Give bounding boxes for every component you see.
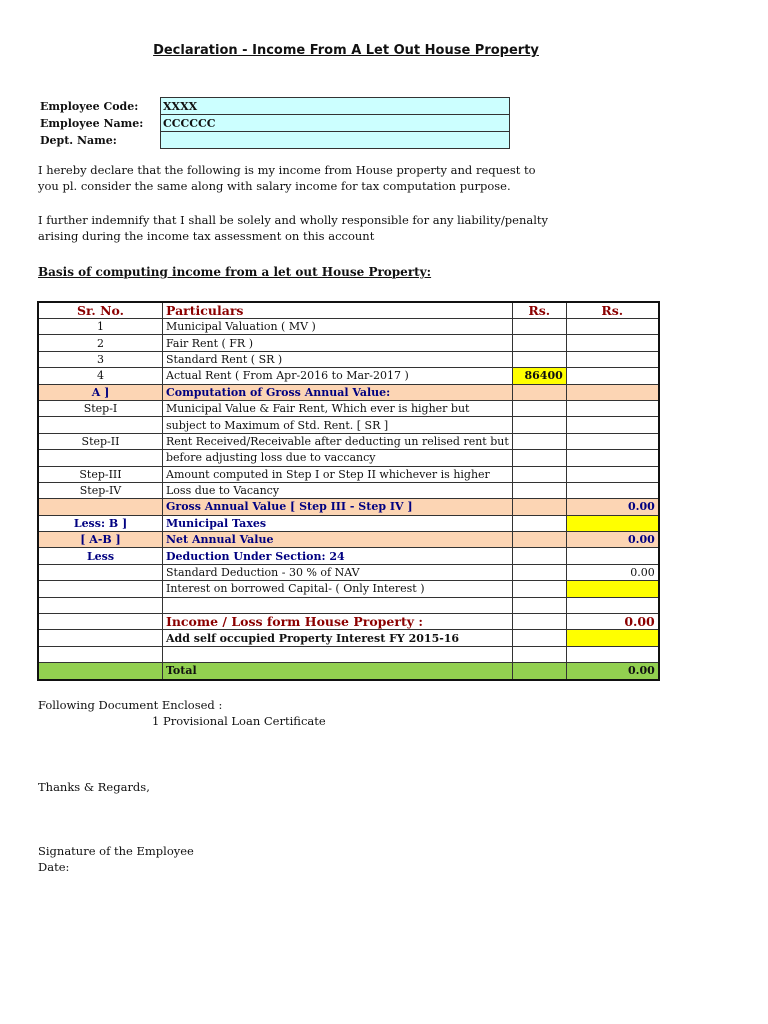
rs2-cell bbox=[566, 646, 659, 662]
rs2-cell bbox=[566, 482, 659, 498]
particular-cell: Standard Rent ( SR ) bbox=[163, 351, 513, 367]
rs1-cell bbox=[512, 548, 566, 564]
rs2-cell bbox=[566, 335, 659, 351]
sr-cell: 4 bbox=[38, 368, 163, 384]
table-row bbox=[38, 564, 659, 580]
header-rs-1: Rs. bbox=[512, 302, 566, 319]
rs2-cell bbox=[566, 466, 659, 482]
sr-cell bbox=[38, 450, 163, 466]
table-row bbox=[38, 548, 659, 564]
documents-enclosed-label: Following Document Enclosed : bbox=[38, 698, 223, 712]
employee-name-label: Employee Name: bbox=[40, 116, 144, 130]
sr-cell: Step-III bbox=[38, 466, 163, 482]
rs1-cell[interactable] bbox=[512, 351, 566, 367]
employee-code-field[interactable]: XXXX bbox=[161, 98, 510, 115]
rs1-cell[interactable] bbox=[512, 319, 566, 335]
rs1-cell bbox=[512, 433, 566, 449]
basis-heading: Basis of computing income from a let out House Property: bbox=[38, 265, 432, 279]
sr-cell: [ A-B ] bbox=[38, 532, 163, 548]
total-value: 0.00 bbox=[566, 663, 659, 680]
rs1-cell bbox=[512, 417, 566, 433]
rs2-cell bbox=[566, 433, 659, 449]
municipal-taxes-input[interactable] bbox=[566, 515, 659, 531]
sr-cell: Less bbox=[38, 548, 163, 564]
rs1-cell[interactable] bbox=[512, 482, 566, 498]
dept-name-field[interactable] bbox=[161, 132, 510, 149]
table-row bbox=[38, 532, 659, 548]
particular-cell: before adjusting loss due to vaccancy bbox=[163, 450, 513, 466]
sr-cell bbox=[38, 646, 163, 662]
signature-label: Signature of the Employee bbox=[38, 844, 194, 858]
particular-cell: subject to Maximum of Std. Rent. [ SR ] bbox=[163, 417, 513, 433]
particular-cell: Net Annual Value bbox=[163, 532, 513, 548]
total-label: Total bbox=[163, 663, 513, 680]
particular-cell: Deduction Under Section: 24 bbox=[163, 548, 513, 564]
sr-cell bbox=[38, 564, 163, 580]
particular-cell: Rent Received/Receivable after deducting un relised rent but bbox=[163, 433, 513, 449]
net-annual-value: 0.00 bbox=[566, 532, 659, 548]
table-row bbox=[38, 597, 659, 613]
document-item: 1 Provisional Loan Certificate bbox=[152, 714, 326, 728]
sr-cell bbox=[38, 499, 163, 515]
table-row bbox=[38, 351, 659, 367]
rs1-cell bbox=[512, 614, 566, 630]
table-row bbox=[38, 614, 659, 630]
rs2-cell bbox=[566, 450, 659, 466]
employee-name-field[interactable]: CCCCCC bbox=[161, 115, 510, 132]
rs2-cell bbox=[566, 417, 659, 433]
particular-cell: Municipal Valuation ( MV ) bbox=[163, 319, 513, 335]
table-row bbox=[38, 384, 659, 400]
interest-input[interactable] bbox=[566, 581, 659, 597]
sr-cell: 2 bbox=[38, 335, 163, 351]
dept-name-label: Dept. Name: bbox=[40, 133, 117, 147]
self-occupied-interest-input[interactable] bbox=[566, 630, 659, 646]
rs2-cell bbox=[566, 384, 659, 400]
particular-cell: Loss due to Vacancy bbox=[163, 482, 513, 498]
employee-info-table bbox=[38, 97, 510, 149]
particular-cell bbox=[163, 597, 513, 613]
actual-rent-cell[interactable]: 86400 bbox=[512, 368, 566, 384]
standard-deduction-value: 0.00 bbox=[566, 564, 659, 580]
particular-cell: Computation of Gross Annual Value: bbox=[163, 384, 513, 400]
table-row bbox=[38, 630, 659, 646]
table-row bbox=[38, 368, 659, 384]
sr-cell bbox=[38, 630, 163, 646]
particular-cell: Amount computed in Step I or Step II whichever is higher bbox=[163, 466, 513, 482]
particular-cell: Gross Annual Value [ Step III - Step IV ] bbox=[163, 499, 513, 515]
sr-cell: Less: B ] bbox=[38, 515, 163, 531]
rs2-cell bbox=[566, 368, 659, 384]
table-row bbox=[38, 581, 659, 597]
sr-cell: Step-II bbox=[38, 433, 163, 449]
particular-cell: Municipal Value & Fair Rent, Which ever is higher but bbox=[163, 400, 513, 416]
page-title: Declaration - Income From A Let Out House Property bbox=[153, 43, 539, 58]
sr-cell bbox=[38, 663, 163, 680]
sr-cell bbox=[38, 597, 163, 613]
sr-cell bbox=[38, 581, 163, 597]
particular-cell: Add self occupied Property Interest FY 2015-16 bbox=[163, 630, 513, 646]
sr-cell: Step-IV bbox=[38, 482, 163, 498]
table-row bbox=[38, 400, 659, 416]
particular-cell: Actual Rent ( From Apr-2016 to Mar-2017 ) bbox=[163, 368, 513, 384]
rs2-cell bbox=[566, 351, 659, 367]
sr-cell: A ] bbox=[38, 384, 163, 400]
rs1-cell bbox=[512, 515, 566, 531]
table-row bbox=[38, 450, 659, 466]
table-row-total bbox=[38, 663, 659, 680]
rs1-cell bbox=[512, 384, 566, 400]
computation-table bbox=[37, 301, 660, 681]
indemnity-paragraph: I further indemnify that I shall be solely and wholly responsible for any liability/penalty arising during the income tax assessment on this account bbox=[38, 213, 549, 243]
rs1-cell bbox=[512, 499, 566, 515]
particular-cell: Standard Deduction - 30 % of NAV bbox=[163, 564, 513, 580]
table-row bbox=[38, 433, 659, 449]
table-row bbox=[38, 482, 659, 498]
header-sr-no: Sr. No. bbox=[38, 302, 163, 319]
rs1-cell bbox=[512, 630, 566, 646]
table-header-row bbox=[38, 302, 659, 319]
particular-cell bbox=[163, 646, 513, 662]
rs1-cell bbox=[512, 581, 566, 597]
sr-cell bbox=[38, 417, 163, 433]
particular-cell: Interest on borrowed Capital- ( Only Interest ) bbox=[163, 581, 513, 597]
table-row bbox=[38, 335, 659, 351]
rs1-cell bbox=[512, 564, 566, 580]
table-row bbox=[38, 466, 659, 482]
sr-cell: 1 bbox=[38, 319, 163, 335]
particular-cell: Income / Loss form House Property : bbox=[163, 614, 513, 630]
table-row bbox=[38, 319, 659, 335]
sr-cell: Step-I bbox=[38, 400, 163, 416]
rs1-cell bbox=[512, 400, 566, 416]
rs2-cell bbox=[566, 597, 659, 613]
table-row bbox=[38, 417, 659, 433]
declaration-paragraph: I hereby declare that the following is my income from House property and request to you pl. consider the same along with salary income for tax computation purpose. bbox=[38, 163, 536, 193]
table-row bbox=[38, 499, 659, 515]
gross-annual-value: 0.00 bbox=[566, 499, 659, 515]
rs1-cell bbox=[512, 532, 566, 548]
table-row bbox=[38, 646, 659, 662]
rs1-cell bbox=[512, 597, 566, 613]
rs2-cell bbox=[566, 548, 659, 564]
sr-cell bbox=[38, 614, 163, 630]
rs1-cell bbox=[512, 466, 566, 482]
particular-cell: Fair Rent ( FR ) bbox=[163, 335, 513, 351]
particular-cell: Municipal Taxes bbox=[163, 515, 513, 531]
header-particulars: Particulars bbox=[163, 302, 513, 319]
table-row bbox=[38, 515, 659, 531]
employee-code-label: Employee Code: bbox=[40, 99, 139, 113]
rs1-cell bbox=[512, 450, 566, 466]
income-loss-value: 0.00 bbox=[566, 614, 659, 630]
rs1-cell bbox=[512, 663, 566, 680]
rs2-cell bbox=[566, 319, 659, 335]
header-rs-2: Rs. bbox=[566, 302, 659, 319]
thanks-regards: Thanks & Regards, bbox=[38, 780, 150, 794]
rs1-cell[interactable] bbox=[512, 335, 566, 351]
sr-cell: 3 bbox=[38, 351, 163, 367]
date-label: Date: bbox=[38, 860, 70, 874]
rs2-cell bbox=[566, 400, 659, 416]
rs1-cell bbox=[512, 646, 566, 662]
